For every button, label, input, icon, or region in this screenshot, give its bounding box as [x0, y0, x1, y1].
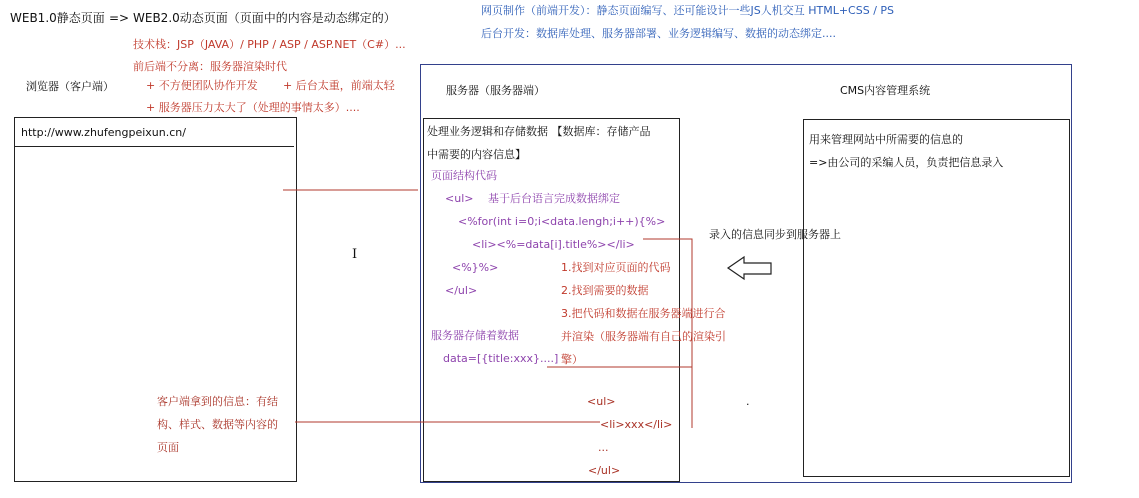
- render-step-3c: 擎）: [561, 353, 583, 366]
- cms-label: CMS内容管理系统: [840, 84, 931, 97]
- output-ul-open: <ul>: [587, 395, 616, 408]
- stray-dot: .: [746, 395, 750, 408]
- con-teamwork-text: + 不方便团队协作开发: [146, 79, 258, 92]
- data-binding-note: 基于后台语言完成数据绑定: [488, 192, 620, 205]
- era-text: 前后端不分离：服务器渲染时代: [133, 60, 287, 73]
- sync-to-server-label: 录入的信息同步到服务器上: [709, 228, 841, 241]
- server-label: 服务器（服务器端）: [446, 84, 545, 97]
- code-ul-close: </ul>: [445, 284, 478, 297]
- sync-arrow-icon: [728, 257, 771, 279]
- output-ellipsis: ...: [598, 441, 609, 454]
- server-storage-label: 服务器存储着数据: [431, 329, 519, 342]
- code-li-template: <li><%=data[i].title%></li>: [472, 238, 635, 251]
- render-step-2: 2.找到需要的数据: [561, 284, 649, 297]
- frontend-dev-text: 网页制作（前端开发）：静态页面编写、还可能设计一些JS人机交互 HTML+CSS / PS: [481, 4, 895, 17]
- cms-desc-line2: =>由公司的采编人员，负责把信息录入: [809, 156, 1004, 169]
- client-receives-line1: 客户端拿到的信息：有结: [157, 395, 278, 408]
- render-step-3a: 3.把代码和数据在服务器端进行合: [561, 307, 726, 320]
- web1-label: WEB1.0静态页面: [10, 11, 105, 25]
- tech-stack-text: 技术栈：JSP（JAVA）/ PHP / ASP / ASP.NET（C#）...: [133, 38, 406, 51]
- output-li: <li>xxx</li>: [600, 418, 673, 431]
- server-desc-line1: 处理业务逻辑和存储数据 【数据库：存储产品: [427, 125, 651, 138]
- browser-url: http://www.zhufengpeixun.cn/: [21, 126, 186, 139]
- browser-label: 浏览器（客户端）: [26, 80, 114, 93]
- backend-dev-text: 后台开发：数据库处理、服务器部署、业务逻辑编写、数据的动态绑定....: [481, 27, 836, 40]
- server-storage-data: data=[{title:xxx}....]: [443, 352, 559, 365]
- text-cursor-icon: I: [352, 247, 358, 262]
- web2-label: WEB2.0动态页面（页面中的内容是动态绑定的）: [133, 11, 396, 25]
- cms-desc-line1: 用来管理网站中所需要的信息的: [809, 133, 963, 146]
- code-for-loop: <%for(int i=0;i<data.lengh;i++){%>: [458, 215, 666, 228]
- output-ul-close: </ul>: [588, 464, 621, 477]
- render-step-3b: 并渲染（服务器端有自己的渲染引: [561, 330, 726, 343]
- page-structure-label: 页面结构代码: [431, 169, 497, 182]
- code-loop-end: <%}%>: [452, 261, 499, 274]
- con-backend-heavy-text: + 后台太重，前端太轻: [283, 79, 395, 92]
- render-flow-line: [643, 239, 692, 428]
- server-desc-line2: 中需要的内容信息】: [427, 148, 526, 161]
- render-step-1: 1.找到对应页面的代码: [561, 261, 671, 274]
- code-ul-open: <ul>: [445, 192, 474, 205]
- con-server-pressure-text: + 服务器压力太大了（处理的事情太多）....: [146, 101, 360, 114]
- client-receives-line2: 构、样式、数据等内容的: [157, 418, 278, 431]
- web1-to-web2-arrow: =>: [109, 11, 130, 25]
- client-receives-line3: 页面: [157, 441, 179, 454]
